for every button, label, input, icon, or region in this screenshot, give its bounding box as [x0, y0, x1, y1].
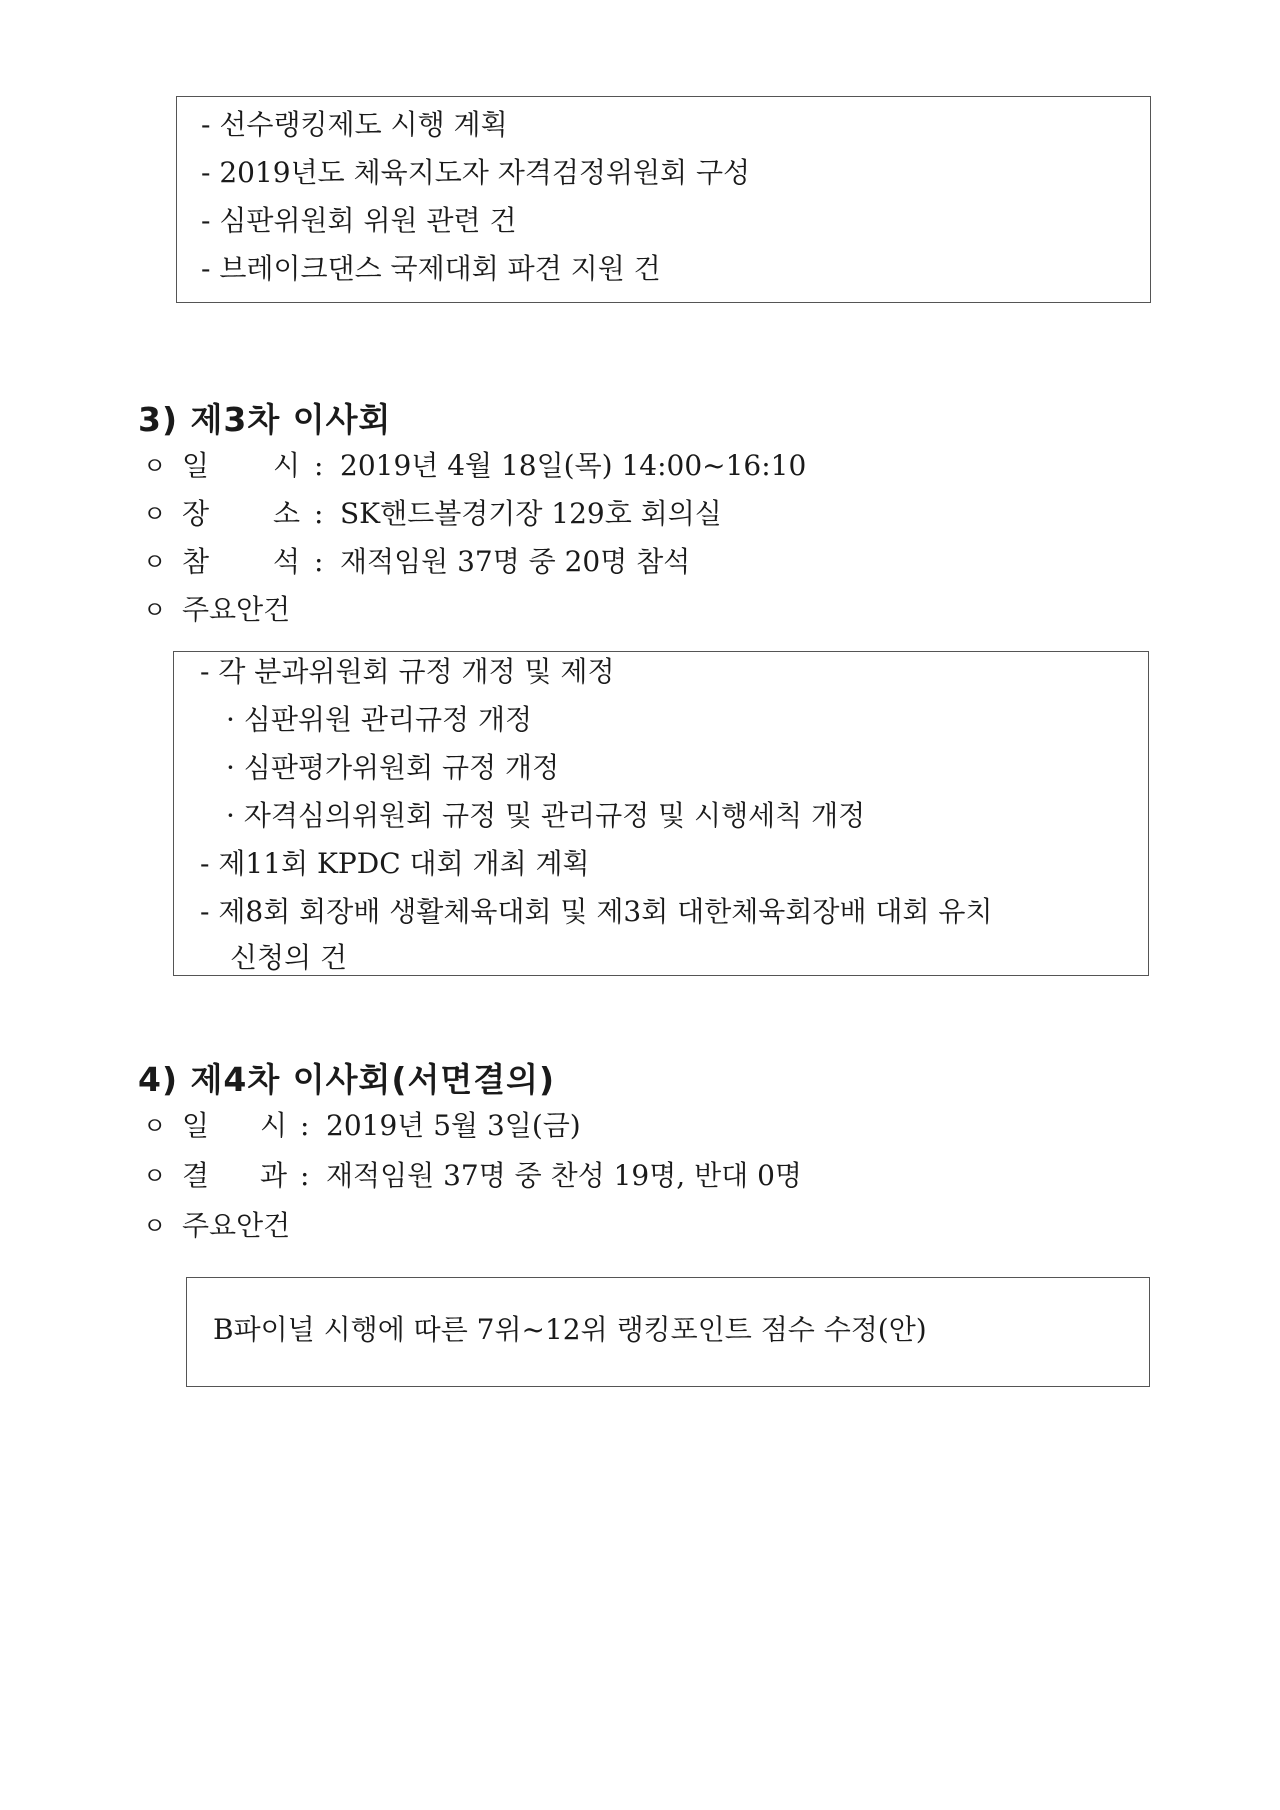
- date-label-b: 시: [273, 449, 301, 482]
- result-row: [143, 1156, 1143, 1196]
- circle-bullet-icon: ㅇ: [143, 500, 167, 528]
- agenda-box-1: [176, 96, 1151, 303]
- circle-bullet-icon: ㅇ: [143, 1212, 167, 1240]
- place-row: [143, 494, 1143, 534]
- section-3-title: 3) 제3차 이사회: [138, 400, 392, 439]
- list-item: - 제8회 회장배 생활체육대회 및 제3회 대한체육회장배 대회 유치: [200, 895, 993, 928]
- attend-label-a: 참: [182, 545, 210, 578]
- list-item: - 선수랭킹제도 시행 계획: [201, 108, 508, 141]
- colon: :: [300, 1109, 310, 1142]
- date-label-a: 일: [182, 449, 210, 482]
- agenda-box-4: [186, 1277, 1150, 1387]
- colon: :: [314, 449, 324, 482]
- list-item: - 2019년도 체육지도자 자격검정위원회 구성: [201, 156, 751, 189]
- circle-bullet-icon: ㅇ: [143, 1112, 167, 1140]
- list-item: - 제11회 KPDC 대회 개최 계획: [200, 847, 590, 880]
- place-value: SK핸드볼경기장 129호 회의실: [340, 497, 722, 530]
- colon: :: [314, 497, 324, 530]
- agenda-row: [143, 590, 543, 630]
- result-value: 재적임원 37명 중 찬성 19명, 반대 0명: [326, 1159, 802, 1192]
- date-value: 2019년 5월 3일(금): [326, 1109, 581, 1142]
- circle-bullet-icon: ㅇ: [143, 1162, 167, 1190]
- date-label-a: 일: [182, 1109, 210, 1142]
- attend-label-b: 석: [273, 545, 301, 578]
- circle-bullet-icon: ㅇ: [143, 548, 167, 576]
- list-item: · 심판위원 관리규정 개정: [226, 703, 533, 736]
- colon: :: [300, 1159, 310, 1192]
- list-item: · 심판평가위원회 규정 개정: [226, 751, 560, 784]
- date-label-b: 시: [260, 1109, 288, 1142]
- circle-bullet-icon: ㅇ: [143, 452, 167, 480]
- list-item-continuation: 신청의 건: [230, 941, 348, 974]
- date-row: [143, 1106, 1143, 1146]
- agenda-row: [143, 1206, 543, 1246]
- attend-row: [143, 542, 1143, 582]
- result-label-b: 과: [260, 1159, 288, 1192]
- date-value: 2019년 4월 18일(목) 14:00~16:10: [340, 449, 807, 482]
- colon: :: [314, 545, 324, 578]
- list-item: - 각 분과위원회 규정 개정 및 제정: [200, 655, 615, 688]
- agenda-box-3: [173, 651, 1149, 976]
- attend-value: 재적임원 37명 중 20명 참석: [340, 545, 691, 578]
- list-item: - 심판위원회 위원 관련 건: [201, 204, 517, 237]
- list-item: · 자격심의위원회 규정 및 관리규정 및 시행세칙 개정: [226, 799, 866, 832]
- section-4-title: 4) 제4차 이사회(서면결의): [138, 1060, 556, 1099]
- result-label-a: 결: [182, 1159, 210, 1192]
- list-item: - 브레이크댄스 국제대회 파견 지원 건: [201, 252, 661, 285]
- agenda-label: 주요안건: [182, 1209, 291, 1242]
- agenda-label: 주요안건: [182, 593, 291, 626]
- place-label-b: 소: [273, 497, 301, 530]
- place-label-a: 장: [182, 497, 210, 530]
- date-row: [143, 446, 1143, 486]
- circle-bullet-icon: ㅇ: [143, 596, 167, 624]
- list-item: B파이널 시행에 따른 7위~12위 랭킹포인트 점수 수정(안): [213, 1313, 927, 1346]
